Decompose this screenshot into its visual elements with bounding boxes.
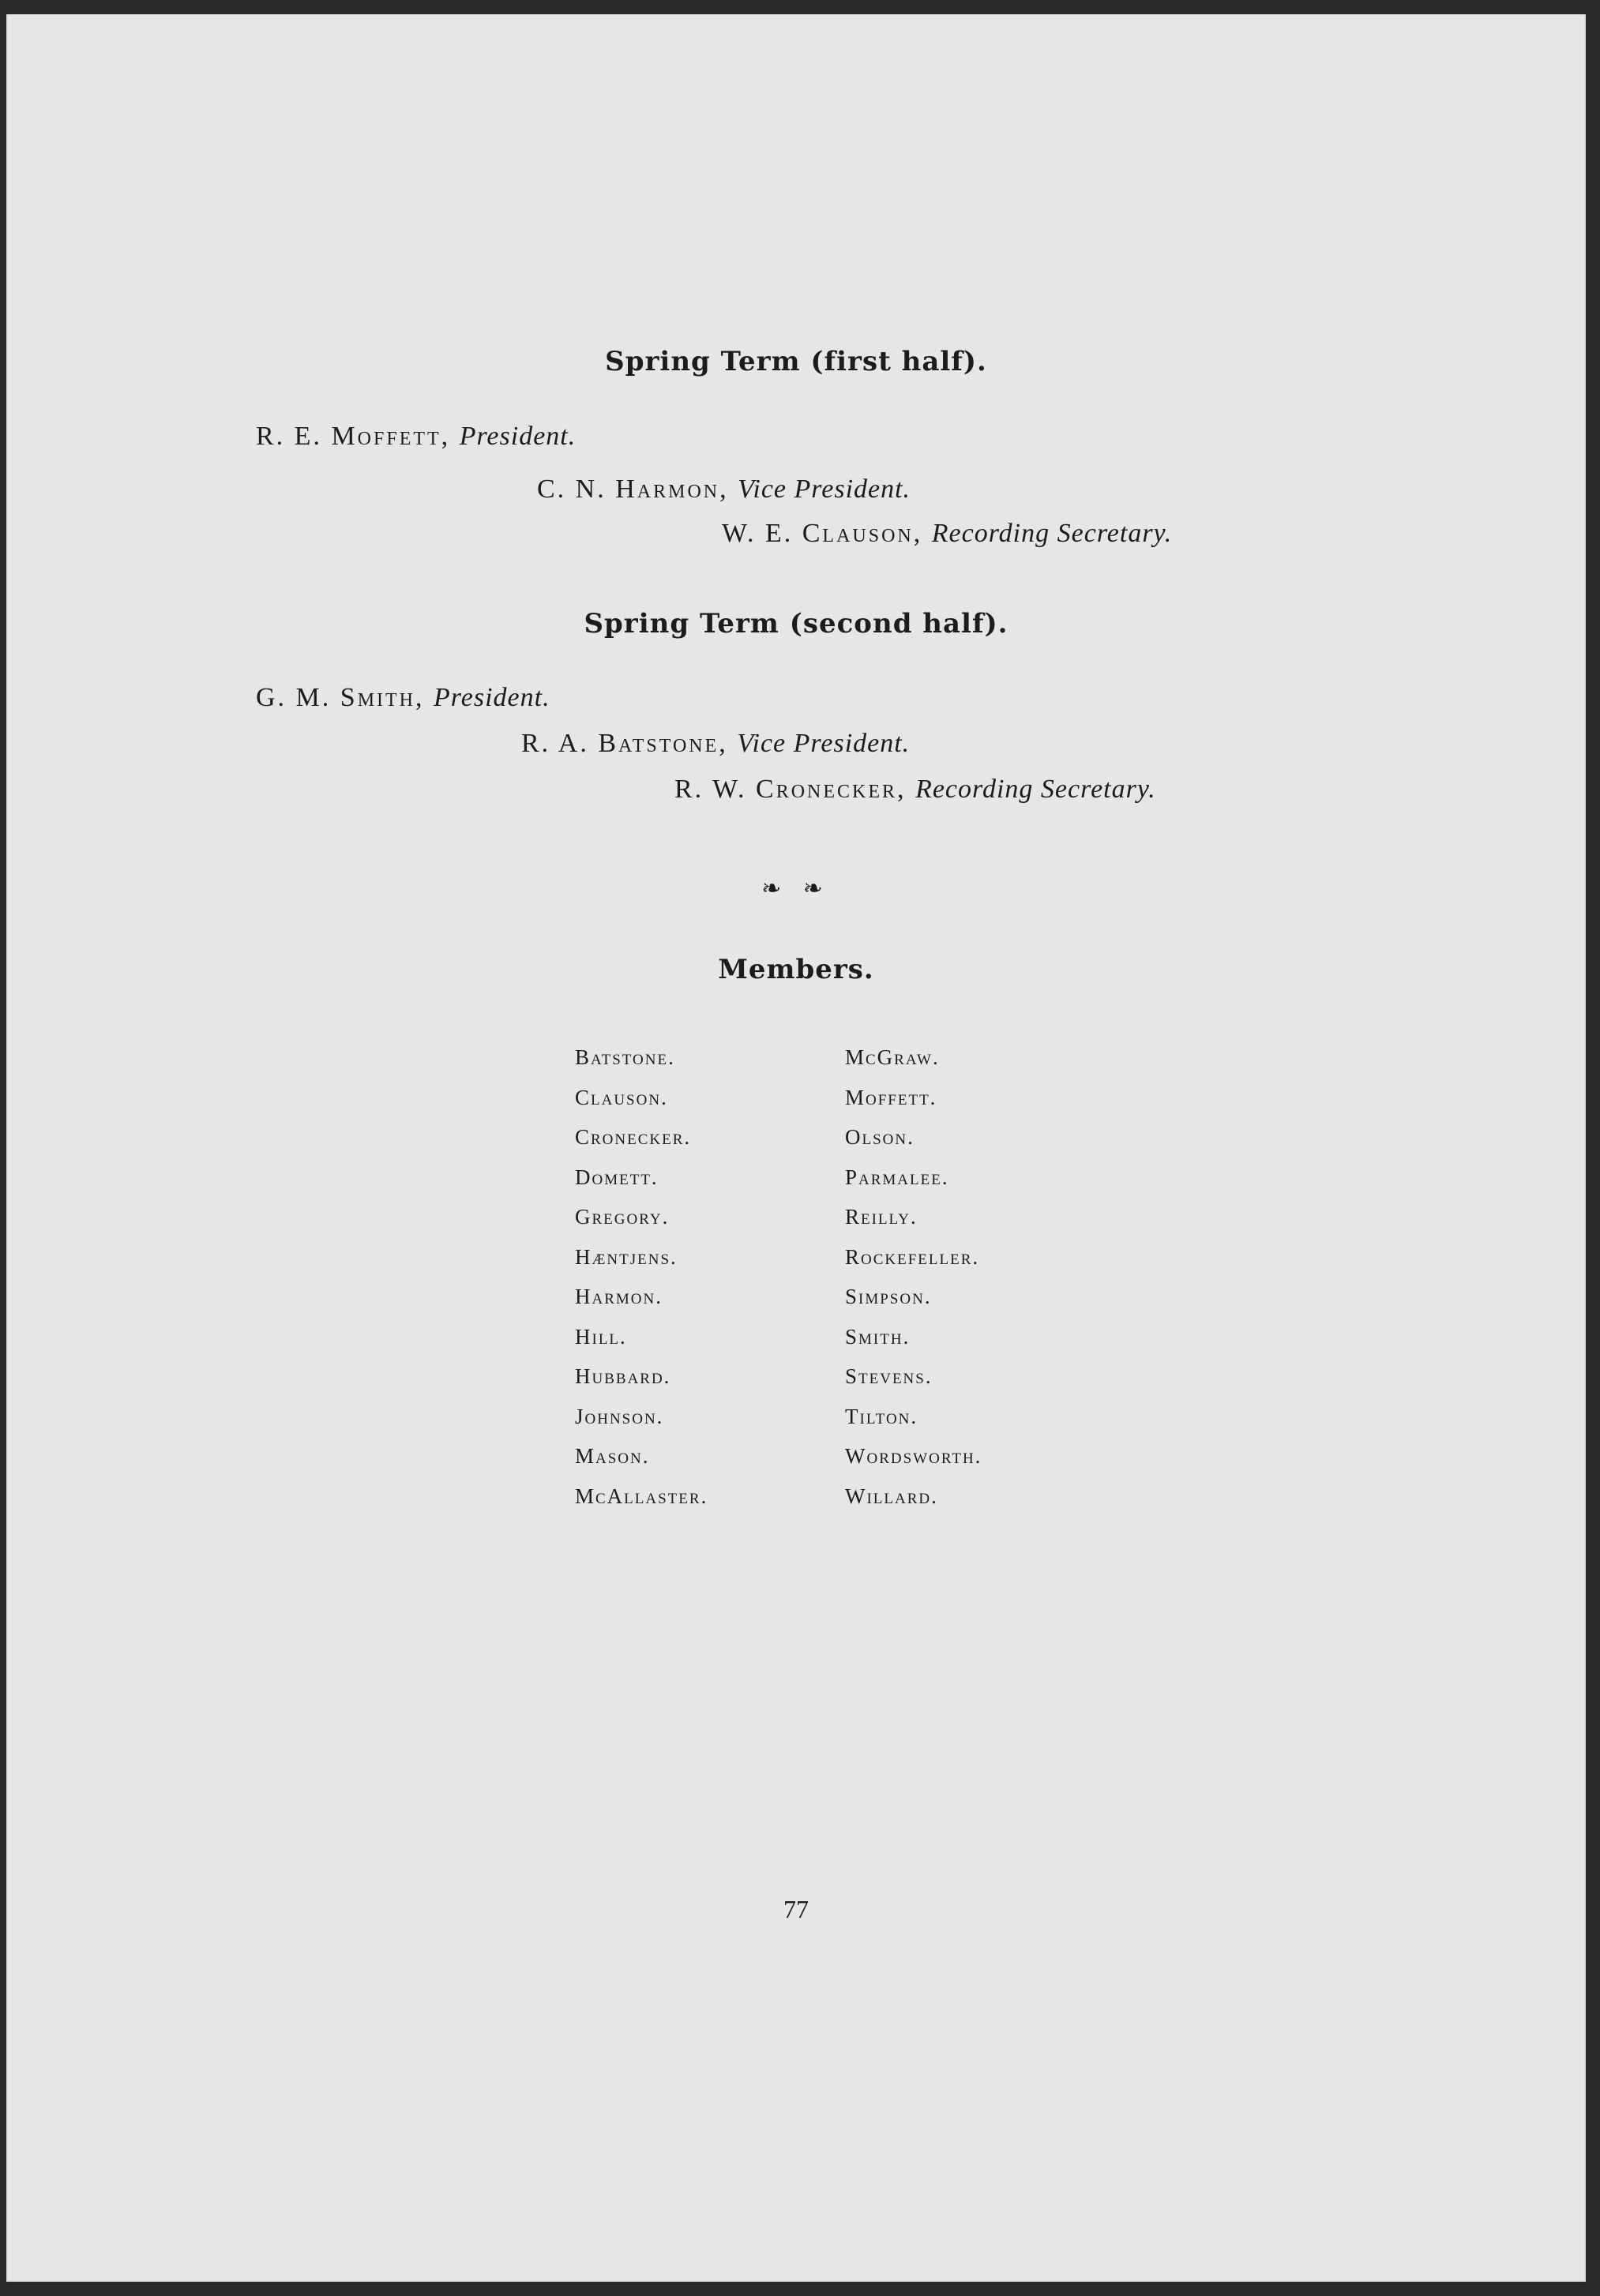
first-half-vice-president: [537, 475, 911, 505]
member-name: Wordsworth.: [845, 1444, 982, 1468]
member-name: McAllaster.: [575, 1484, 708, 1508]
officer-name: R. W. Cronecker,: [674, 775, 907, 804]
officer-role: President.: [459, 422, 577, 451]
officer-name: R. A. Batstone,: [521, 729, 728, 758]
member-name: Hill.: [575, 1324, 627, 1349]
first-half-president: [256, 422, 576, 452]
first-half-secretary: [722, 519, 1172, 549]
member-name: Cronecker.: [575, 1125, 692, 1149]
officer-role: President.: [434, 683, 550, 712]
book-page: [6, 14, 1586, 2282]
member-name: McGraw.: [845, 1045, 940, 1069]
member-name: Hæntjens.: [575, 1244, 678, 1269]
officer-name: W. E. Clauson,: [722, 519, 923, 548]
second-half-heading: Spring Term (second half).: [584, 608, 1008, 640]
member-name: Tilton.: [845, 1404, 918, 1428]
officer-name: C. N. Harmon,: [537, 475, 729, 504]
member-name: Clauson.: [575, 1085, 668, 1109]
second-half-secretary: [674, 775, 1156, 805]
member-name: Johnson.: [575, 1404, 664, 1428]
officer-role: Recording Secretary.: [931, 519, 1173, 548]
members-heading: Members.: [718, 954, 874, 985]
second-half-vice-president: [521, 729, 910, 759]
members-column-left: [575, 1037, 708, 1516]
first-half-heading: Spring Term (first half).: [605, 346, 987, 377]
members-column-right: [845, 1037, 982, 1516]
officer-name: G. M. Smith,: [256, 683, 425, 712]
member-name: Domett.: [575, 1165, 659, 1189]
officer-name: R. E. Moffett,: [256, 422, 451, 451]
member-name: Simpson.: [845, 1285, 932, 1308]
member-name: Mason.: [575, 1444, 650, 1468]
member-name: Stevens.: [845, 1364, 933, 1388]
member-name: Harmon.: [575, 1285, 663, 1308]
member-name: Rockefeller.: [845, 1244, 980, 1269]
member-name: Smith.: [845, 1324, 911, 1349]
member-name: Olson.: [845, 1125, 915, 1149]
member-name: Parmalee.: [845, 1165, 949, 1189]
page-number: 77: [783, 1895, 809, 1923]
second-half-president: [256, 683, 550, 713]
member-name: Willard.: [845, 1484, 938, 1508]
member-name: Gregory.: [575, 1205, 670, 1229]
officer-role: Vice President.: [738, 475, 911, 504]
officer-role: Recording Secretary.: [915, 775, 1156, 804]
member-name: Moffett.: [845, 1085, 937, 1109]
officer-role: Vice President.: [737, 729, 911, 758]
member-name: Hubbard.: [575, 1364, 671, 1388]
member-name: Batstone.: [575, 1045, 675, 1069]
member-name: Reilly.: [845, 1205, 918, 1229]
ornament-divider: ❧ ❧: [761, 876, 831, 902]
